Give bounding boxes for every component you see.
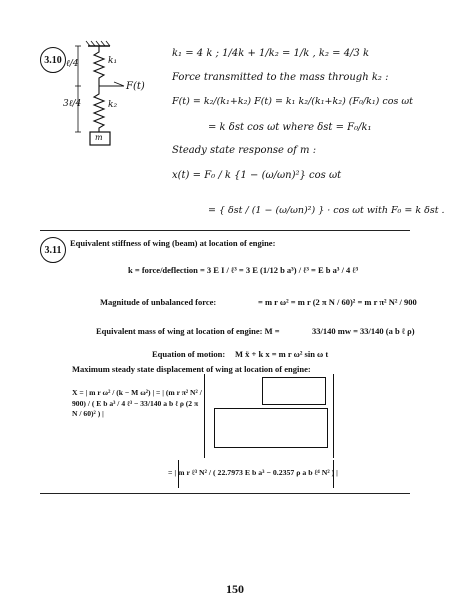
label-l2: 3ℓ/4 [63, 99, 82, 109]
eq-310-line-1: k₁ = 4 k ; 1/4k + 1/k₂ = 1/k , k₂ = 4/3 k [172, 48, 370, 59]
mass-equation: 33/140 mw = 33/140 (a b ℓ ρ) [312, 326, 415, 336]
abs-bar-left [204, 374, 205, 458]
heading-311: Equivalent stiffness of wing (beam) at location of engine: [70, 238, 276, 248]
eq-310-line-6: x(t) = F₀ / k {1 − (ω/ωn)²} cos ωt [172, 170, 342, 181]
bottom-rule [40, 493, 410, 494]
numerator-box [262, 377, 326, 405]
label-k1: k₁ [108, 56, 118, 66]
eq-310-line-4: = k δst cos ωt where δst = F₀/k₁ [208, 122, 372, 133]
stiffness-equation: k = force/deflection = 3 E I / ℓ³ = 3 E (1/12 b a³) / ℓ³ = E b a³ / 4 ℓ³ [128, 265, 359, 275]
section-divider [40, 230, 410, 231]
eq-310-line-7: = { δst / (1 − (ω/ωn)²) } · cos ωt with F₀ = k δst . [208, 205, 445, 216]
page-number: 150 [226, 582, 244, 596]
motion-label: Equation of motion: [152, 349, 226, 359]
eq-310-line-3: F(t) = k₂/(k₁+k₂) F(t) = k₁ k₂/(k₁+k₂) (F₀/k₁) cos ωt [172, 96, 413, 107]
label-l1: ℓ/4 [66, 59, 79, 69]
problem-number-3-11: 3.11 [40, 237, 66, 263]
denominator-box [214, 408, 328, 448]
mass-label: Equivalent mass of wing at location of engine: M = [96, 326, 280, 336]
displacement-equation-1: X = | m r ω² / (k − M ω²) | = | (m r π² N² / 900) / ( E b a³ / 4 ℓ³ − 33/140 a b ℓ ρ (2 π N / 60)² ) | [72, 388, 202, 419]
label-k2: k₂ [108, 100, 118, 110]
force-label: Magnitude of unbalanced force: [100, 297, 217, 307]
label-mass: m [95, 133, 103, 142]
abs-bar-right [333, 374, 334, 458]
eq-310-line-2: Force transmitted to the mass through k₂ : [172, 72, 389, 83]
max-displacement-label: Maximum steady state displacement of wing at location of engine: [72, 364, 311, 374]
problem-number-3-10: 3.10 [40, 47, 66, 73]
displacement-equation-2: = | m r ℓ³ N² / ( 22.7973 E b a³ − 0.2357 ρ a b ℓ⁴ N² ) | [168, 468, 338, 477]
label-force: F(t) [126, 81, 145, 92]
motion-equation: M ẍ + k x = m r ω² sin ω t [235, 349, 329, 359]
force-equation: = m r ω² = m r (2 π N / 60)² = m r π² N² / 900 [258, 297, 417, 307]
eq-310-line-5: Steady state response of m : [172, 145, 317, 156]
